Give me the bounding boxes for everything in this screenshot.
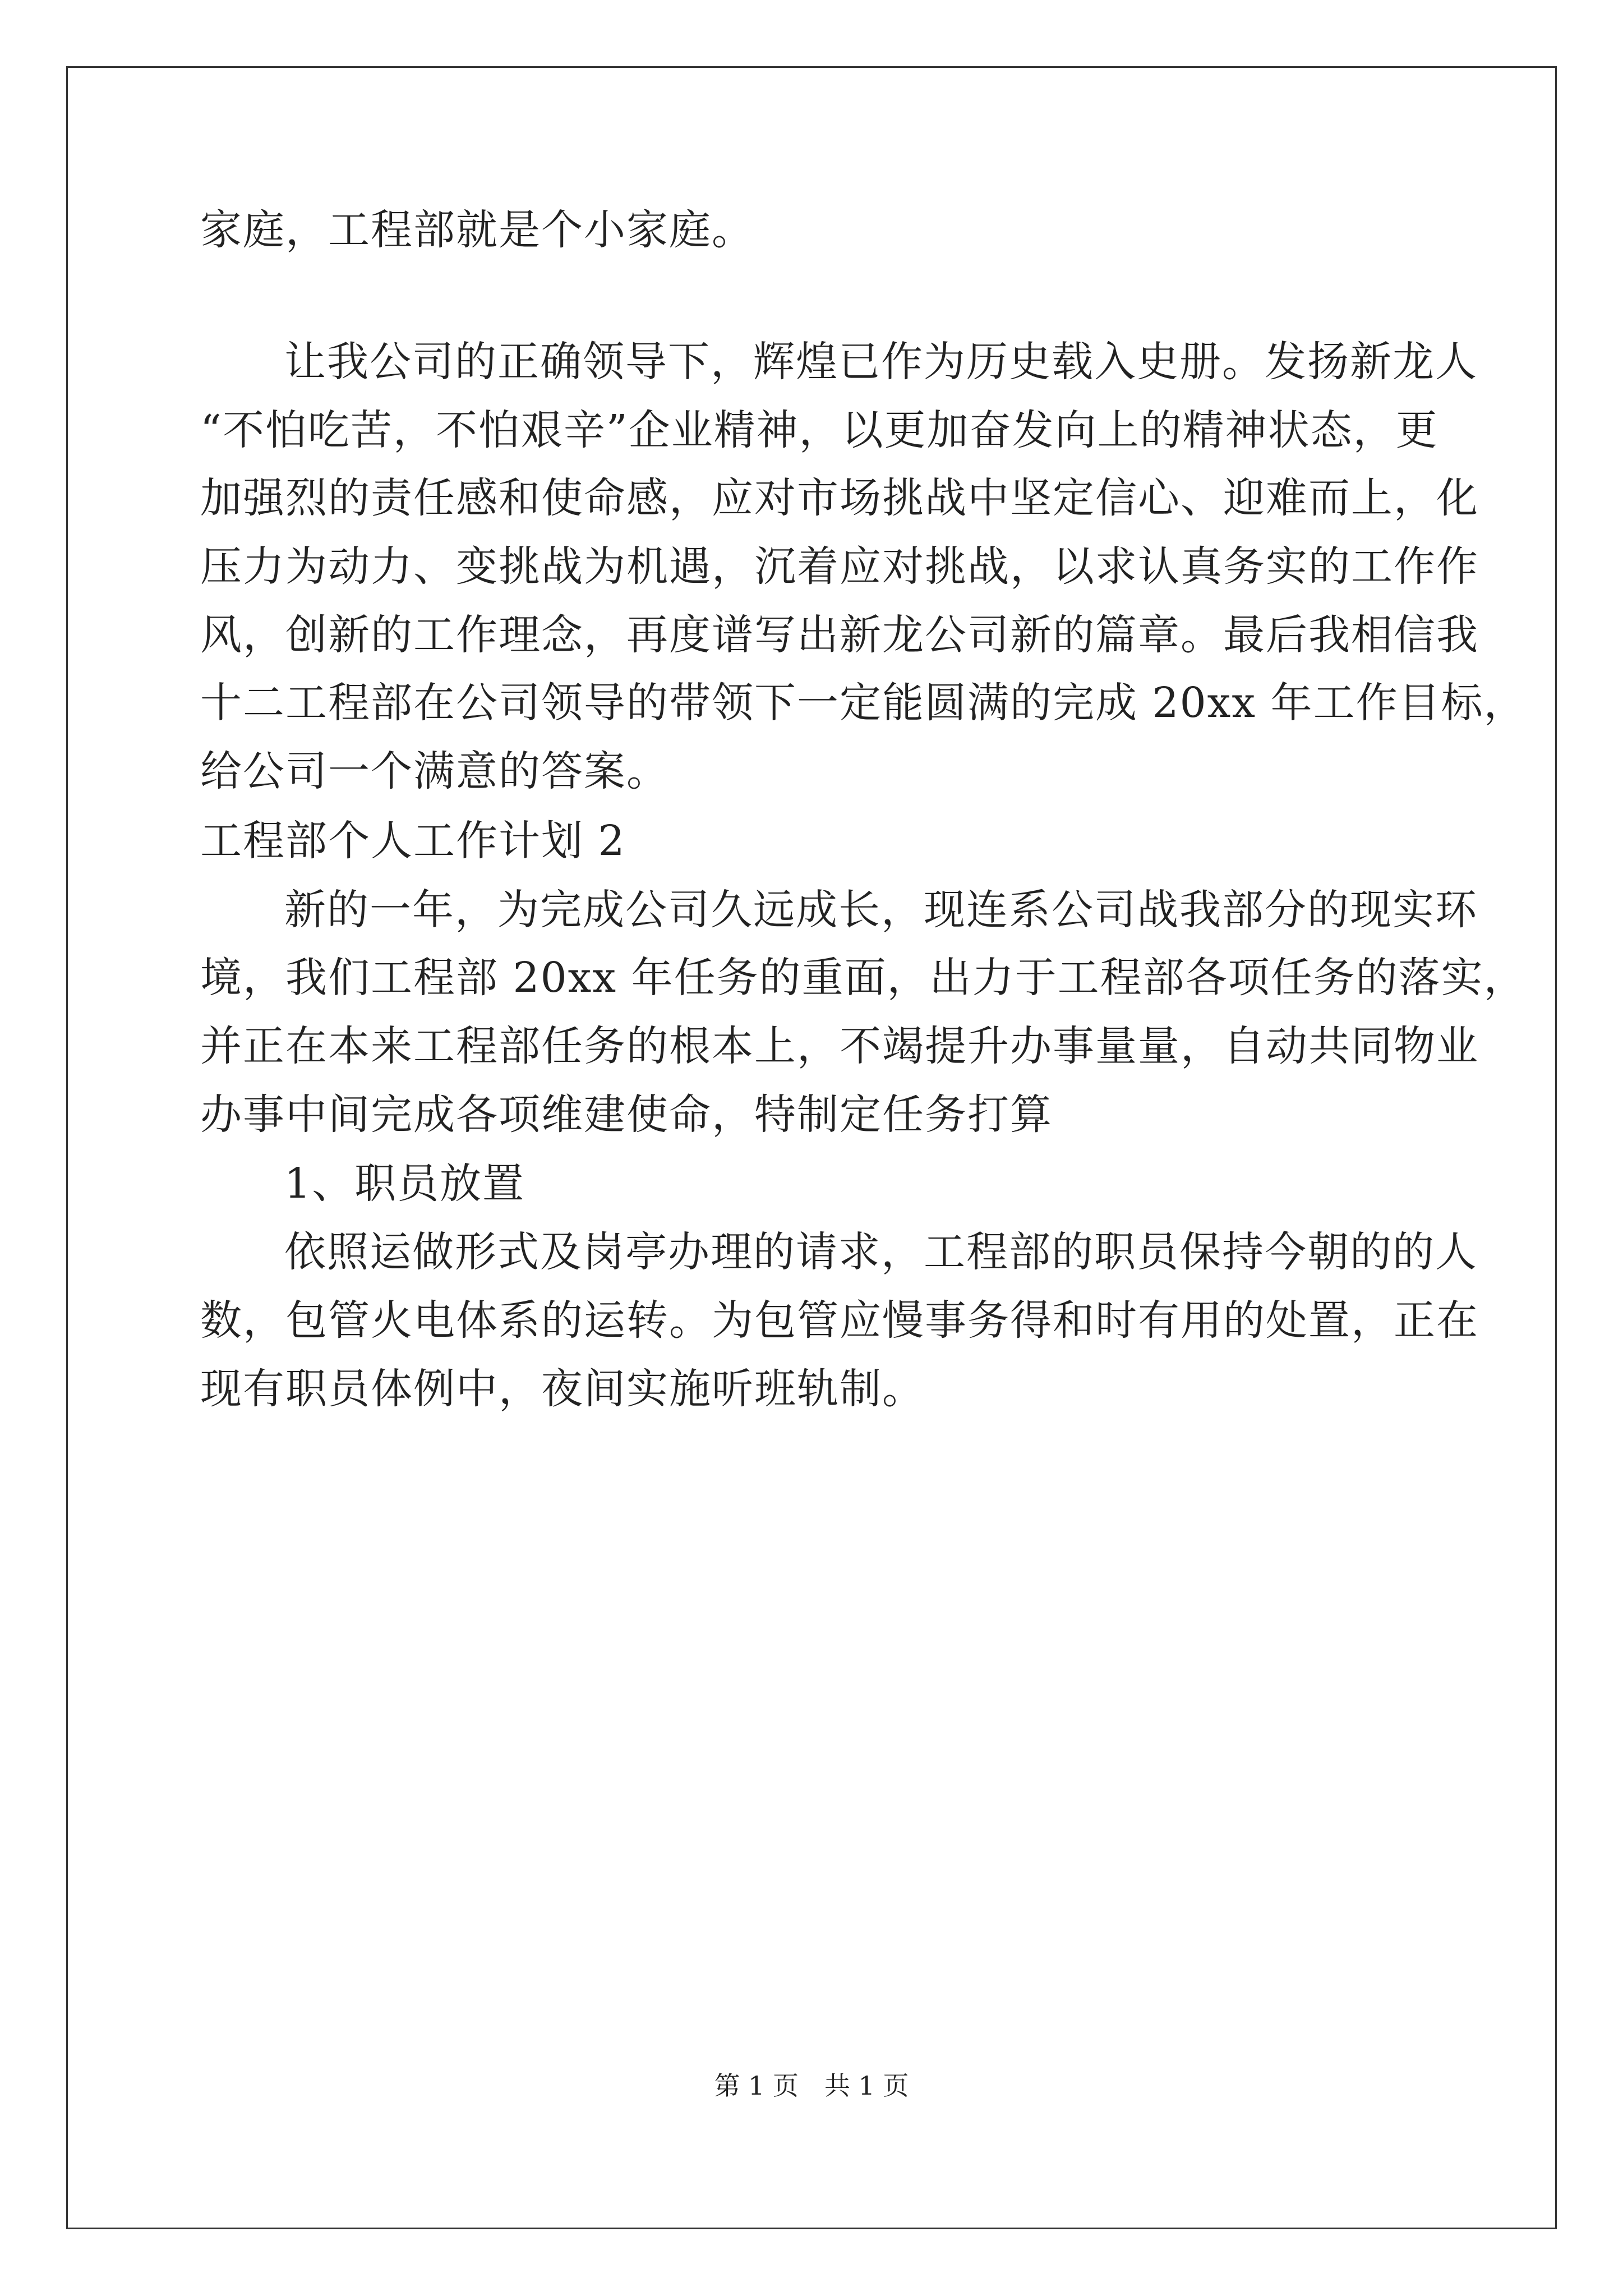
- paragraph-line: 十二工程部在公司领导的带领下一定能圆满的完成 20xx 年工作目标，: [200, 679, 1527, 727]
- paragraph-line: 压力为动力、变挑战为机遇，沉着应对挑战，以求认真务实的工作作: [200, 542, 1479, 591]
- list-item-heading: 1、职员放置: [284, 1159, 525, 1208]
- paragraph-line: 数，包管火电体系的运转。为包管应慢事务得和时有用的处置，正在: [200, 1296, 1479, 1345]
- page-footer: 第 1 页 共 1 页: [714, 2070, 909, 2101]
- paragraph-line: “不怕吃苦，不怕艰辛”企业精神，以更加奋发向上的精神状态，更: [200, 406, 1438, 454]
- paragraph-line: 新的一年，为完成公司久远成长，现连系公司战我部分的现实环: [284, 886, 1478, 934]
- paragraph-line: 风，创新的工作理念，再度谱写出新龙公司新的篇章。最后我相信我: [200, 611, 1479, 659]
- paragraph-line: 家庭，工程部就是个小家庭。: [200, 206, 754, 254]
- section-heading: 工程部个人工作计划 2: [200, 817, 626, 865]
- paragraph-line: 依照运做形式及岗亭办理的请求，工程部的职员保持今朝的的人: [284, 1228, 1478, 1276]
- paragraph-line: 加强烈的责任感和使命感，应对市场挑战中坚定信心、迎难而上，化: [200, 474, 1479, 522]
- paragraph-line: 现有职员体例中，夜间实施听班轨制。: [200, 1365, 925, 1413]
- paragraph-line: 并正在本来工程部任务的根本上，不竭提升办事量量，自动共同物业: [200, 1022, 1479, 1070]
- paragraph-line: 办事中间完成各项维建使命，特制定任务打算: [200, 1091, 1053, 1139]
- paragraph-line: 境，我们工程部 20xx 年任务的重面，出力于工程部各项任务的落实，: [200, 954, 1527, 1002]
- page-border: [66, 66, 1557, 2229]
- document-body: [200, 206, 1527, 1413]
- paragraph-line: 让我公司的正确领导下，辉煌已作为历史载入史册。发扬新龙人: [284, 338, 1478, 386]
- paragraph-line: 给公司一个满意的答案。: [200, 747, 669, 795]
